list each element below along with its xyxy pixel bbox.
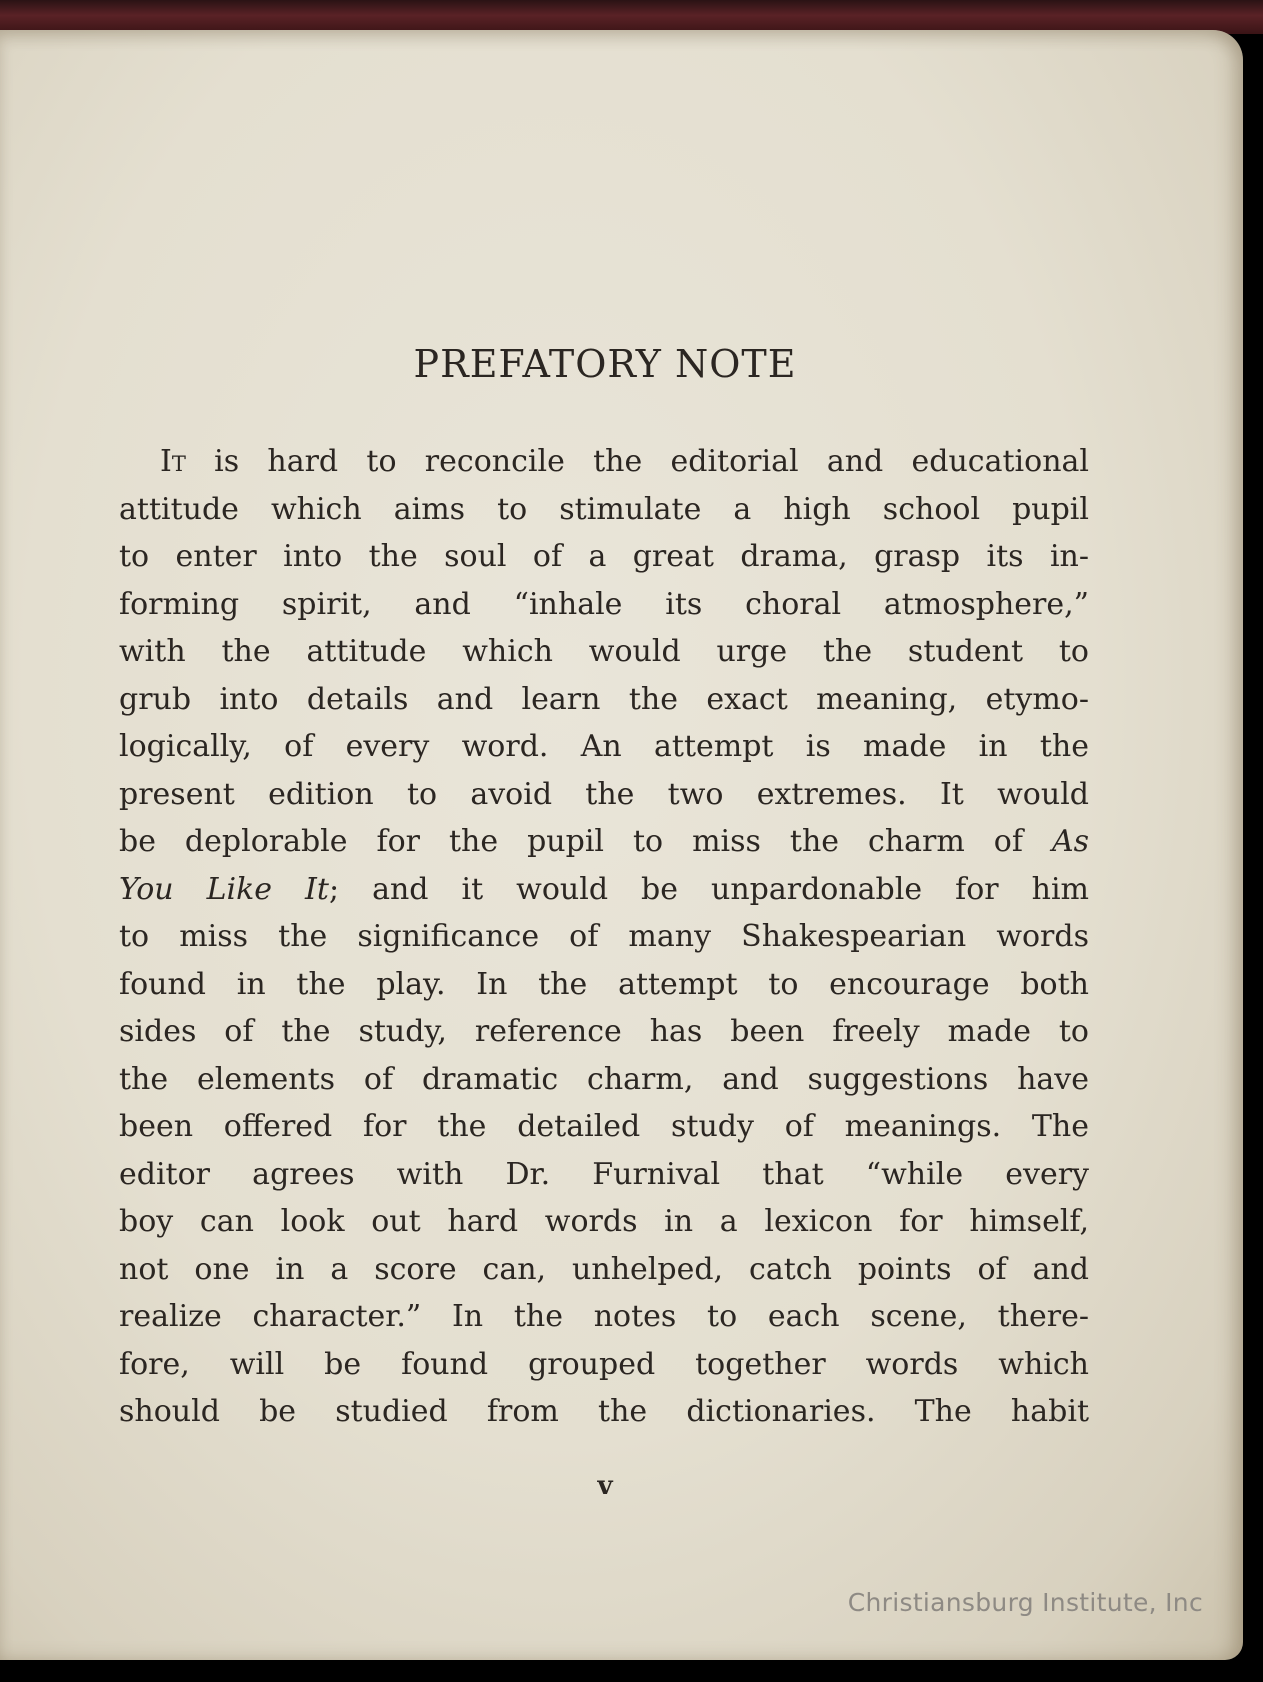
text-line: forming spirit, and “inhale its choral atmosphere,” — [119, 586, 1089, 622]
text-line: to miss the significance of many Shakespearian words — [119, 919, 1089, 954]
page-number: v — [597, 1471, 613, 1501]
text-line: fore, will be found grouped together words which — [119, 1346, 1089, 1382]
text-line: with the attitude which would urge the student to — [119, 634, 1089, 669]
book-page — [0, 30, 1243, 1660]
text-line: logically, of every word. An attempt is made in the — [119, 729, 1089, 764]
watermark: Christiansburg Institute, Inc — [847, 1588, 1203, 1617]
text-line: not one in a score can, unhelped, catch points of and — [119, 1251, 1089, 1287]
text-line: grub into details and learn the exact meaning, etymo- — [119, 681, 1089, 717]
text-line: editor agrees with Dr. Furnival that “while every — [119, 1156, 1089, 1192]
text-line: sides of the study, reference has been freely made to — [119, 1014, 1089, 1049]
text-line: to enter into the soul of a great drama, grasp its in- — [119, 539, 1089, 574]
text-line: boy can look out hard words in a lexicon for himself, — [119, 1204, 1089, 1239]
text-line: present edition to avoid the two extremes. It would — [119, 776, 1089, 812]
page-title: PREFATORY NOTE — [413, 342, 797, 386]
text-line: attitude which aims to stimulate a high school pupil — [119, 491, 1089, 527]
text-line: be deplorable for the pupil to miss the charm of As — [119, 824, 1089, 859]
book-cover-edge — [0, 0, 1263, 34]
text-line: been offered for the detailed study of meanings. The — [119, 1109, 1089, 1144]
text-line: found in the play. In the attempt to encourage both — [119, 966, 1089, 1002]
text-line: realize character.” In the notes to each scene, there- — [119, 1299, 1089, 1334]
prefatory-note-text — [119, 438, 1089, 1436]
text-line: It is hard to reconcile the editorial and educational — [160, 444, 1089, 479]
text-line: should be studied from the dictionaries. The habit — [119, 1394, 1089, 1429]
text-line: the elements of dramatic charm, and suggestions have — [119, 1061, 1089, 1097]
text-line: You Like It; and it would be unpardonable for him — [119, 871, 1089, 907]
